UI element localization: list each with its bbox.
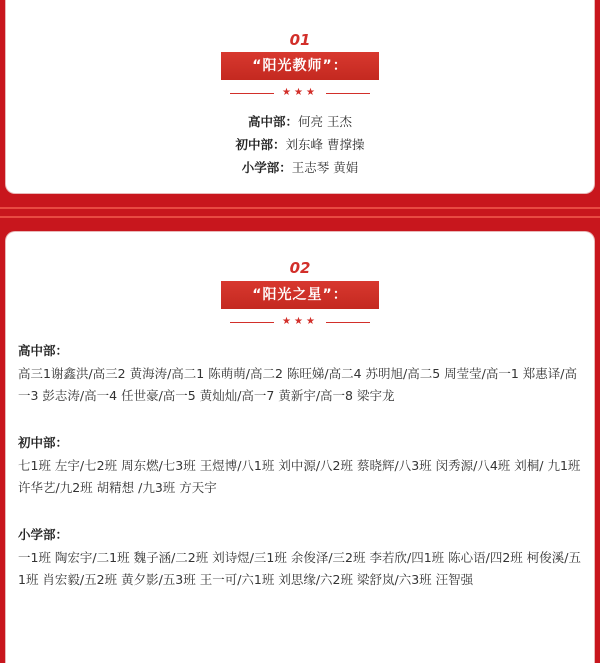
group-middle-school xyxy=(18,432,584,500)
section-number: 02 xyxy=(289,259,311,277)
section-number: 01 xyxy=(289,31,311,49)
group-label: 小学部： xyxy=(18,527,69,542)
group-high-school xyxy=(18,340,584,408)
star-divider xyxy=(230,86,370,100)
teacher-row-high: 高中部：何亮 王杰 xyxy=(248,114,352,129)
star-icon: ★★★ xyxy=(282,316,318,327)
group-names: 七1班 左宇/七2班 周东燃/七3班 王煜博/八1班 刘中源/八2班 蔡晓辉/八3班 闵秀源/八4班 刘桐/ 九1班 许华艺/九2班 胡精想 /九3班 方天宇 xyxy=(18,457,581,495)
teacher-row-middle: 初中部：刘东峰 曹撑操 xyxy=(235,137,365,152)
group-primary-school xyxy=(18,524,584,592)
section-title: “阳光之星”： xyxy=(221,281,379,309)
teachers-card xyxy=(5,0,595,194)
section-title: “阳光教师”： xyxy=(221,52,379,80)
star-divider xyxy=(230,315,370,329)
divider-band xyxy=(0,194,600,231)
group-names: 一1班 陶宏宇/二1班 魏子涵/二2班 刘诗煜/三1班 余俊泽/三2班 李若欣/四1班 陈心语/四2班 柯俊溪/五1班 肖宏毅/五2班 黄夕影/五3班 王一可/六1班 刘思缘/六2班 梁舒岚/六3班 汪智强 xyxy=(18,549,581,587)
star-icon: ★★★ xyxy=(282,87,318,98)
group-label: 高中部： xyxy=(18,343,69,358)
teacher-row-primary: 小学部：王志琴 黄娟 xyxy=(241,160,359,175)
stars-card xyxy=(5,231,595,663)
group-label: 初中部： xyxy=(18,435,69,450)
group-names: 高三1谢鑫洪/高三2 黄海涛/高二1 陈萌萌/高二2 陈旺娣/高二4 苏明旭/高二5 周莹莹/高一1 郑惠译/高一3 彭志涛/高一4 任世豪/高一5 黄灿灿/高一7 黄新宇/高一8 梁宇龙 xyxy=(18,365,577,403)
